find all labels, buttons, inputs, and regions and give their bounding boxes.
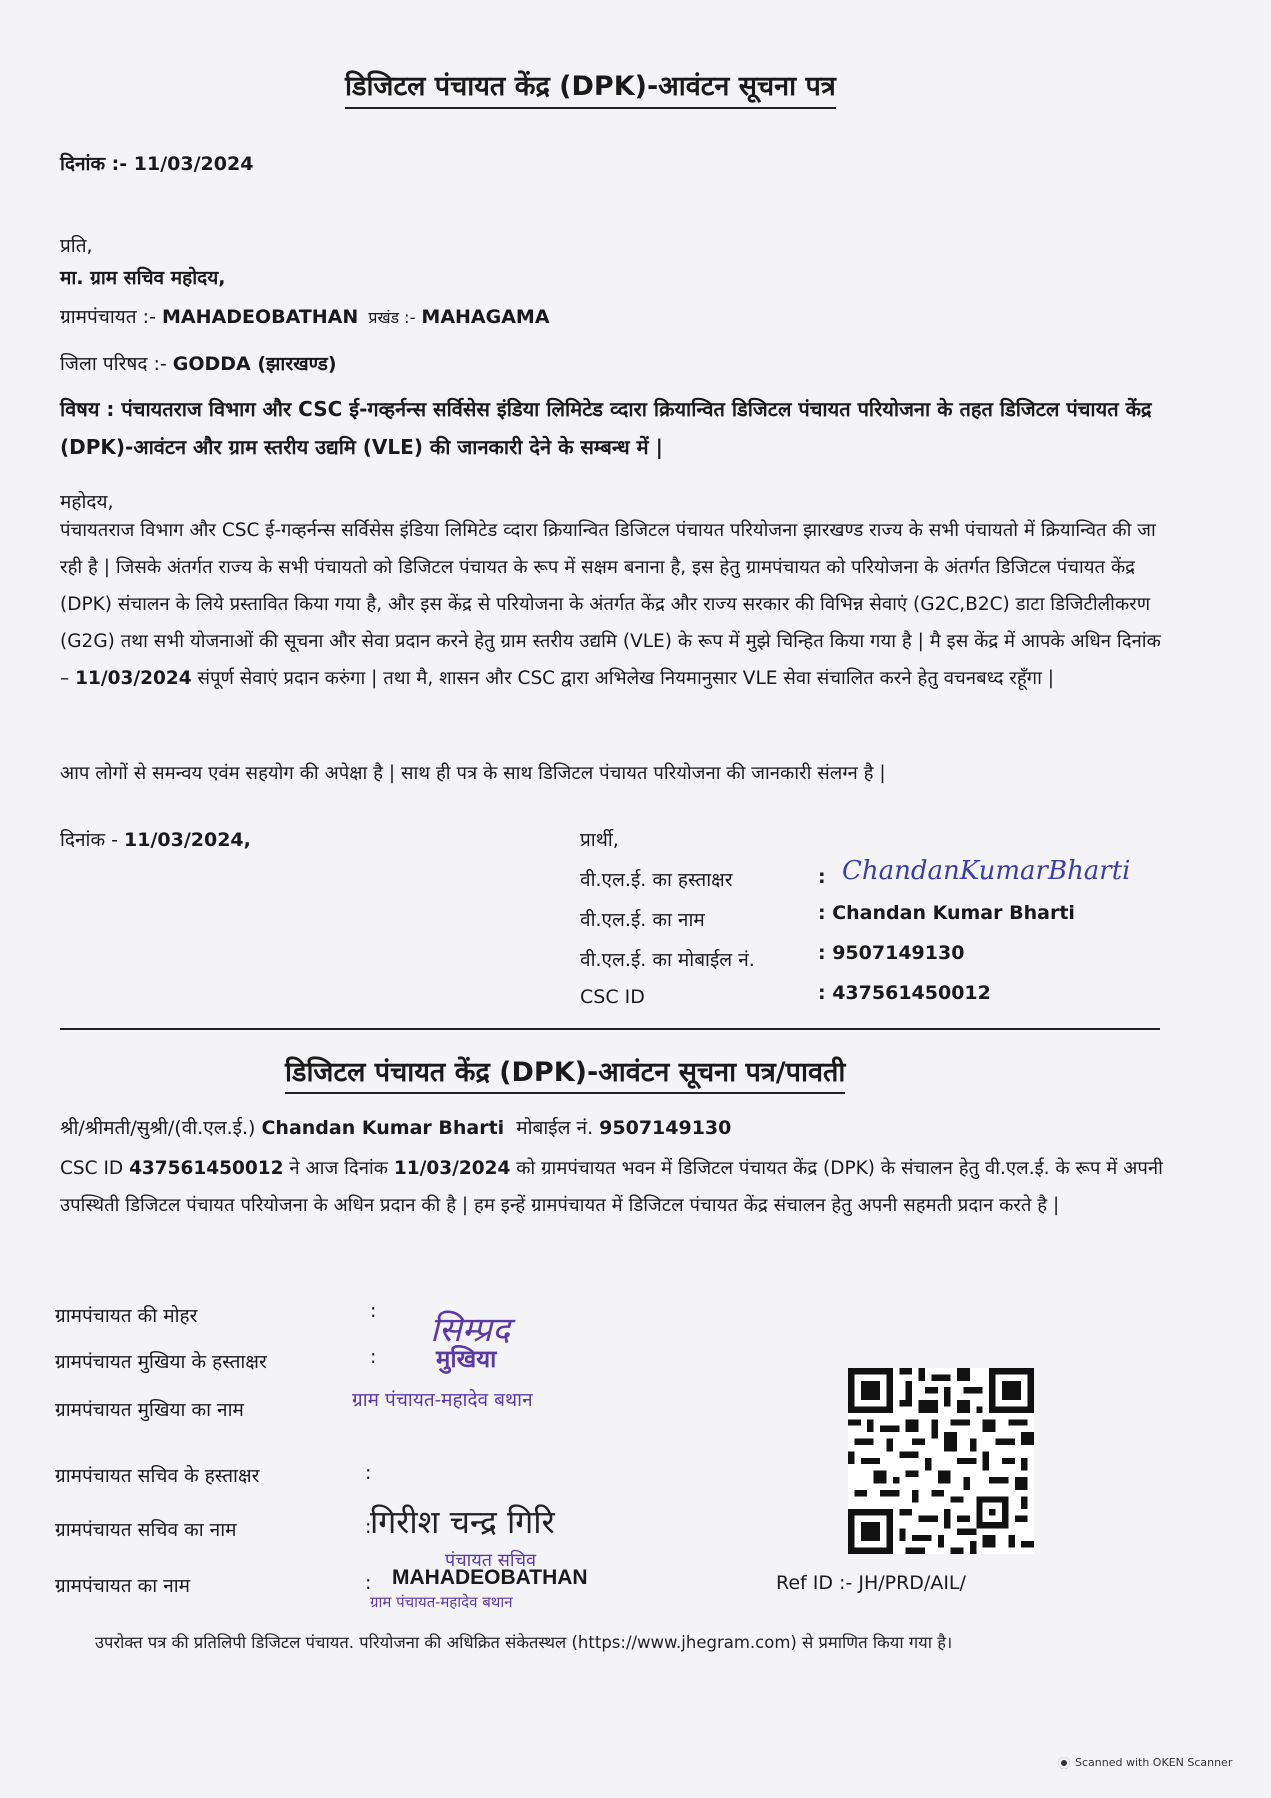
sachiv-stamp-title: पंचायत सचिव xyxy=(445,1550,537,1571)
receipt-mobile: 9507149130 xyxy=(599,1117,732,1139)
sign-date-label: दिनांक - xyxy=(60,829,118,851)
body-paragraph xyxy=(60,512,1175,697)
body-post: संपूर्ण सेवाएं प्रदान करुंगा | तथा मै, शासन और CSC द्वारा अभिलेख नियमानुसार VLE सेवा संचालित करने हेतु वचनबध्द रहूँगा | xyxy=(197,668,1054,689)
vle-sign-label: वी.एल.ई. का हस्ताक्षर xyxy=(580,869,733,891)
receipt-paragraph xyxy=(60,1150,1175,1224)
receipt-date: 11/03/2024 xyxy=(393,1158,511,1179)
colon: : xyxy=(370,1300,377,1322)
salutation: महोदय, xyxy=(60,491,114,513)
district-row xyxy=(60,350,337,376)
date-line: दिनांक :- 11/03/2024 xyxy=(60,153,254,175)
to-addressee: मा. ग्राम सचिव महोदय, xyxy=(60,267,226,289)
colon: : xyxy=(365,1516,372,1538)
oken-logo-icon xyxy=(1058,1757,1070,1769)
receipt-csc-label: CSC ID xyxy=(60,1158,124,1179)
receipt-honorific: श्री/श्रीमती/सुश्री/(वी.एल.ई.) xyxy=(60,1117,256,1139)
colon: : xyxy=(365,1462,372,1484)
mukhiya-name-label: ग्रामपंचायत मुखिया का नाम xyxy=(55,1399,244,1421)
sign-date xyxy=(60,826,251,852)
gp-value: MAHADEOBATHAN xyxy=(161,306,359,328)
page-title: डिजिटल पंचायत केंद्र (DPK)-आवंटन सूचना पत्र xyxy=(345,66,836,109)
gp-name-label: ग्रामपंचायत का नाम xyxy=(55,1575,191,1597)
receipt-line1 xyxy=(60,1114,731,1140)
vle-name-value: : Chandan Kumar Bharti xyxy=(818,902,1075,924)
csc-id-value: : 437561450012 xyxy=(818,982,991,1004)
footer-note: उपरोक्त पत्र की प्रतिलिपी डिजिटल पंचायत. परियोजना की अधिक्रित संकेतस्थल (https://www.jhegram.com) से प्रमाणित किया गया है। xyxy=(95,1633,953,1652)
district-label: जिला परिषद :- xyxy=(60,353,167,375)
district-value: GODDA (झारखण्ड) xyxy=(172,353,337,375)
vle-signature: ChandanKumarBharti xyxy=(842,856,1131,886)
seal-label: ग्रामपंचायत की मोहर xyxy=(55,1305,198,1327)
vle-sign-colon: : xyxy=(818,866,826,888)
body-date: 11/03/2024 xyxy=(75,668,192,689)
sachiv-name-label: ग्रामपंचायत सचिव का नाम xyxy=(55,1519,237,1541)
scanner-text: Scanned with OKEN Scanner xyxy=(1075,1756,1233,1769)
ref-id: Ref ID :- JH/PRD/AIL/ xyxy=(776,1572,966,1594)
subject-paragraph: विषय : पंचायतराज विभाग और CSC ई-गव्हर्नन्स सर्विसेस इंडिया लिमिटेड व्दारा क्रियान्वित डिजिटल पंचायत परियोजना के तहत डिजिटल पंचायत केंद्र (DPK)-आवंटन और ग्राम स्तरीय उद्यमि (VLE) की जानकारी देने के सम्बन्ध में | xyxy=(60,397,1152,459)
sachiv-signature: गिरीश चन्द्र गिरि xyxy=(370,1503,555,1541)
applicant: प्रार्थी, xyxy=(580,829,619,851)
receipt-post: को ग्रामपंचायत भवन में डिजिटल पंचायत केंद्र (DPK) के संचालन हेतु वी.एल.ई. के रूप में अपनी उपस्थिती डिजिटल पंचायत परियोजना के अधिन प्रदान की है | हम इन्हें ग्रामपंचायत में डिजिटल पंचायत केंद्र संचालन हेतु अपनी सहमती प्रदान करते है | xyxy=(60,1158,1163,1216)
block-value: MAHAGAMA xyxy=(421,306,550,328)
qr-code-icon xyxy=(848,1368,1034,1554)
receipt-mid: ने आज दिनांक xyxy=(283,1158,394,1179)
mukhiya-stamp-sub: ग्राम पंचायत-महादेव बथान xyxy=(352,1389,533,1411)
receipt-title: डिजिटल पंचायत केंद्र (DPK)-आवंटन सूचना पत्र/पावती xyxy=(285,1052,845,1094)
receipt-csc-id: 437561450012 xyxy=(129,1158,284,1179)
body-pre: पंचायतराज विभाग और CSC ई-गव्हर्नन्स सर्विसेस इंडिया लिमिटेड व्दारा क्रियान्वित डिजिटल पंचायत परियोजना झारखण्ड राज्य के सभी पंचायतो में क्रियान्वित की जा रही है | जिसके अंतर्गत राज्य के सभी पंचायतो को डिजिटल पंचायत के रूप में सक्षम बनाना है, इस हेतु ग्रामपंचायत को परियोजना के अंतर्गत डिजिटल पंचायत केंद्र (DPK) संचालन के लिये प्रस्तावित किया गया है, और इस केंद्र से परियोजना के अंतर्गत केंद्र और राज्य सरकार की विभिन्न सेवाएं (G2C,B2C) डाटा डिजिटीलीकरण (G2G) तथा सभी योजनाओं की सूचना और सेवा प्रदान करने हेतु ग्राम स्तरीय उद्यमि (VLE) के रूप में मुझे चिन्हित किया गया है | मै इस केंद्र में आपके अधिन दिनांक – xyxy=(60,520,1161,689)
vle-name-label: वी.एल.ई. का नाम xyxy=(580,909,705,931)
vle-mobile-value: : 9507149130 xyxy=(818,942,965,964)
gp-label: ग्रामपंचायत :- xyxy=(60,306,156,328)
gp-name-value: MAHADEOBATHAN xyxy=(392,1566,588,1589)
mukhiya-stamp-title: मुखिया xyxy=(436,1344,497,1373)
sign-date-value: 11/03/2024, xyxy=(124,829,251,851)
colon: : xyxy=(365,1572,372,1594)
block-label: प्रखंड :- xyxy=(368,308,416,327)
receipt-vle-name: Chandan Kumar Bharti xyxy=(261,1117,505,1139)
gp-row xyxy=(60,303,550,329)
mukhiya-sign-label: ग्रामपंचायत मुखिया के हस्ताक्षर xyxy=(55,1351,267,1373)
section-divider xyxy=(60,1028,1160,1030)
sachiv-stamp-sub: ग्राम पंचायत-महादेव बथान xyxy=(370,1593,513,1611)
scanner-watermark xyxy=(1058,1756,1232,1769)
to-prati: प्रति, xyxy=(60,235,93,257)
sachiv-sign-label: ग्रामपंचायत सचिव के हस्ताक्षर xyxy=(55,1465,260,1487)
colon: : xyxy=(370,1346,377,1368)
csc-id-label: CSC ID xyxy=(580,986,645,1008)
mukhiya-signature: सिम्प्रद xyxy=(430,1310,511,1350)
vle-mobile-label: वी.एल.ई. का मोबाईल नं. xyxy=(580,949,755,971)
receipt-mobile-label: मोबाईल नं. xyxy=(516,1117,594,1139)
cooperation-line: आप लोगों से समन्वय एवंम सहयोग की अपेक्षा है | साथ ही पत्र के साथ डिजिटल पंचायत परियोजना की जानकारी संलग्न है | xyxy=(60,763,886,784)
